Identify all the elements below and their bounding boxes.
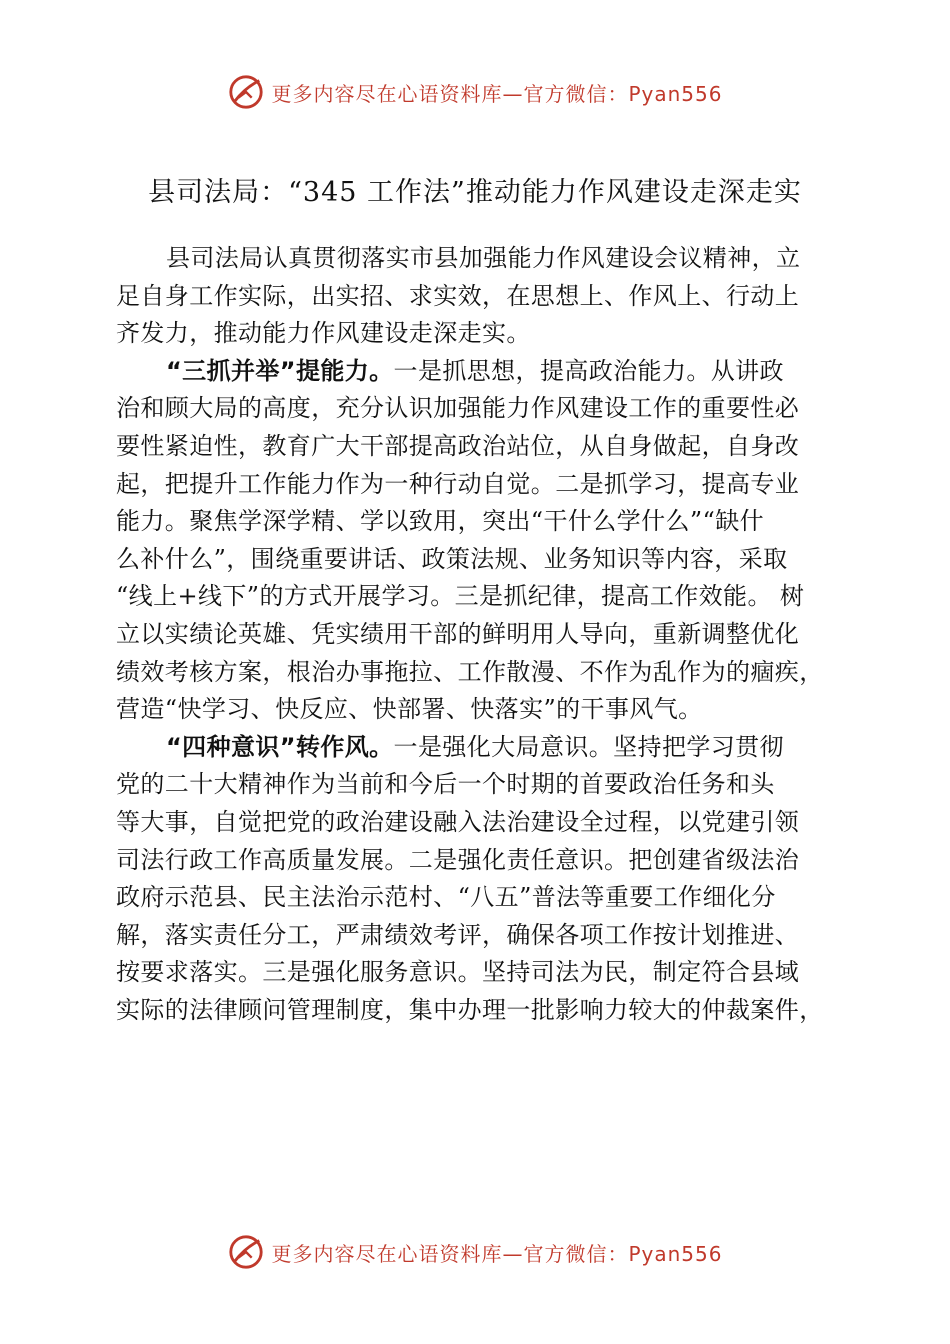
- header-banner: [0, 70, 950, 114]
- text-span: 一是抓思想，提高政治能力。从讲政: [393, 356, 784, 385]
- paragraph-san-zhua: [116, 353, 856, 729]
- text-line: 党的二十大精神作为当前和今后一个时期的首要政治任务和头: [116, 770, 775, 799]
- text-line: 实际的法律顾问管理制度，集中办理一批影响力较大的仲裁案件，: [116, 995, 824, 1024]
- header-banner-text: 更多内容尽在心语资料库—官方微信：Pyan556: [271, 81, 723, 106]
- text-line: 治和顾大局的高度，充分认识加强能力作风建设工作的重要性必: [116, 394, 800, 423]
- text-line: 司法行政工作高质量发展。二是强化责任意识。把创建省级法治: [116, 845, 800, 874]
- text-line: 足自身工作实际，出实招、求实效，在思想上、作风上、行动上: [116, 281, 800, 310]
- text-line: 么补什么”，围绕重要讲话、政策法规、业务知识等内容，采取: [116, 544, 788, 573]
- logo-icon: [227, 1233, 265, 1271]
- document-body: [116, 240, 856, 1029]
- text-line: 齐发力，推动能力作风建设走深走实。: [116, 319, 531, 348]
- text-line: “线上+线下”的方式开展学习。三是抓纪律，提高工作效能。 树: [116, 582, 805, 611]
- text-line: 县司法局认真贯彻落实市县加强能力作风建设会议精神，立: [166, 244, 801, 272]
- text-line: 政府示范县、民主法治示范村、“八五”普法等重要工作细化分: [116, 883, 776, 912]
- paragraph-lead: “三抓并举”提能力。: [166, 356, 394, 385]
- text-line: 按要求落实。三是强化服务意识。坚持司法为民，制定符合县域: [116, 958, 800, 987]
- paragraph-lead: “四种意识”转作风。: [166, 732, 394, 761]
- logo-icon: [227, 73, 265, 111]
- footer-banner-text: 更多内容尽在心语资料库—官方微信：Pyan556: [271, 1241, 723, 1266]
- text-line: 绩效考核方案，根治办事拖拉、工作散漫、不作为乱作为的痼疾，: [116, 657, 824, 686]
- text-line: [116, 729, 856, 767]
- text-line: 等大事，自觉把党的政治建设融入法治建设全过程，以党建引领: [116, 807, 800, 836]
- text-line: 营造“快学习、快反应、快部署、快落实”的干事风气。: [116, 695, 703, 724]
- page-title: 县司法局：“345 工作法”推动能力作风建设走深走实: [148, 177, 802, 208]
- text-span: 一是强化大局意识。坚持把学习贯彻: [393, 732, 784, 761]
- text-line: 能力。聚焦学深学精、学以致用，突出“干什么学什么”“缺什: [116, 507, 765, 536]
- text-line: [116, 353, 856, 391]
- footer-banner: [0, 1230, 950, 1274]
- paragraph-intro: [116, 240, 856, 353]
- text-line: 解，落实责任分工，严肃绩效考评，确保各项工作按计划推进、: [116, 920, 800, 949]
- text-line: 立以实绩论英雄、凭实绩用干部的鲜明用人导向，重新调整优化: [116, 619, 800, 648]
- text-line: 起，把提升工作能力作为一种行动自觉。二是抓学习，提高专业: [116, 469, 800, 498]
- text-line: 要性紧迫性，教育广大干部提高政治站位，从自身做起，自身改: [116, 431, 800, 460]
- paragraph-si-zhong: [116, 729, 856, 1030]
